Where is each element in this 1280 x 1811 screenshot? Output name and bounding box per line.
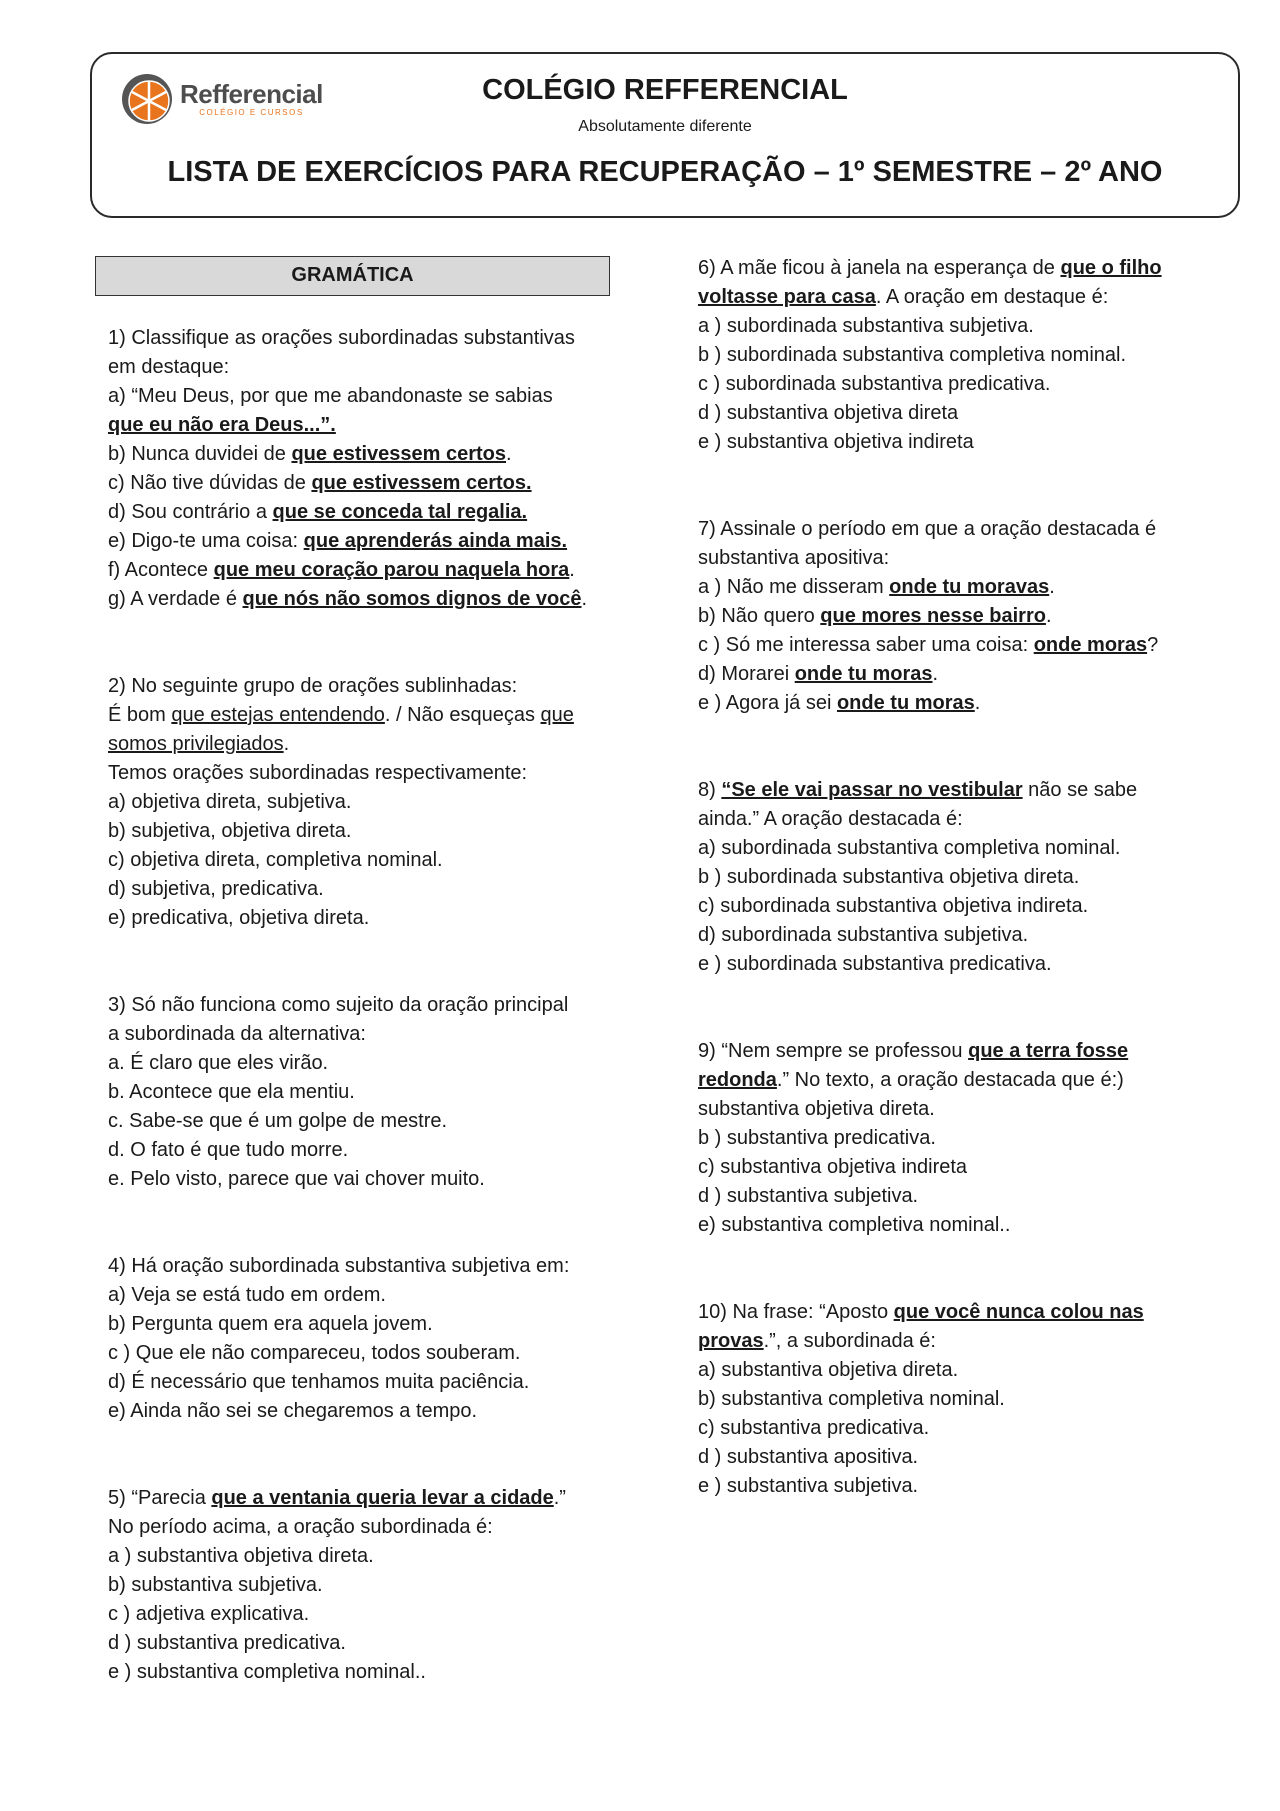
question-stem: Temos orações subordinadas respectivamente: [108, 762, 528, 784]
question-stem: 8) “Se ele vai passar no vestibular não se sabe [698, 779, 1138, 801]
header-box [90, 52, 1240, 218]
question-stem: 6) A mãe ficou à janela na esperança de que o filho [698, 257, 1162, 279]
option-a: a ) subordinada substantiva subjetiva. [698, 315, 1034, 337]
option-d: d ) substantiva objetiva direta [698, 402, 959, 424]
option-c: c) objetiva direta, completiva nominal. [108, 849, 443, 871]
question-4 [108, 1252, 613, 1426]
question-7 [698, 515, 1208, 718]
question-stem: redonda.” No texto, a oração destacada que é:) [698, 1069, 1124, 1091]
option-a: substantiva objetiva direta. [698, 1098, 935, 1120]
option-a: a ) Não me disseram onde tu moravas. [698, 576, 1055, 598]
question-5 [108, 1484, 613, 1687]
option-d: d ) substantiva subjetiva. [698, 1185, 919, 1207]
option-c: c ) Só me interessa saber uma coisa: onde moras? [698, 634, 1159, 656]
option-e: e) substantiva completiva nominal.. [698, 1214, 1011, 1236]
option-e: e) Digo-te uma coisa: que aprenderás ainda mais. [108, 530, 568, 552]
option-a: a) subordinada substantiva completiva nominal. [698, 837, 1121, 859]
question-stem: No período acima, a oração subordinada é: [108, 1516, 493, 1538]
option-d: d) Sou contrário a que se conceda tal regalia. [108, 501, 528, 523]
option-d: d) É necessário que tenhamos muita paciência. [108, 1371, 530, 1393]
option-c: c) substantiva objetiva indireta [698, 1156, 968, 1178]
option-g: g) A verdade é que nós não somos dignos de você. [108, 588, 588, 610]
option-d: d) Morarei onde tu moras. [698, 663, 939, 685]
option-c: c) Não tive dúvidas de que estivessem certos. [108, 472, 532, 494]
right-column [698, 254, 1208, 1559]
option-b: b ) substantiva predicativa. [698, 1127, 936, 1149]
option-b: b) Nunca duvidei de que estivessem certos. [108, 443, 512, 465]
option-e: e ) substantiva objetiva indireta [698, 431, 974, 453]
question-stem: 1) Classifique as orações subordinadas substantivas [108, 327, 575, 349]
question-stem: ainda.” A oração destacada é: [698, 808, 963, 830]
option-e: e ) subordinada substantiva predicativa. [698, 953, 1052, 975]
option-c: c. Sabe-se que é um golpe de mestre. [108, 1110, 448, 1132]
option-b: b) Pergunta quem era aquela jovem. [108, 1313, 433, 1335]
question-1 [108, 324, 613, 614]
question-stem: voltasse para casa. A oração em destaque é: [698, 286, 1109, 308]
question-stem: em destaque: [108, 356, 230, 378]
question-stem: É bom que estejas entendendo. / Não esqueças que [108, 704, 574, 726]
option-f: f) Acontece que meu coração parou naquela hora. [108, 559, 575, 581]
question-stem: substantiva apositiva: [698, 547, 890, 569]
question-stem: provas.”, a subordinada é: [698, 1330, 936, 1352]
logo-subtitle: COLÉGIO E CURSOS [199, 108, 304, 117]
question-stem: 10) Na frase: “Aposto que você nunca colou nas [698, 1301, 1144, 1323]
question-9 [698, 1037, 1208, 1240]
question-6 [698, 254, 1208, 457]
question-stem: a subordinada da alternativa: [108, 1023, 366, 1045]
option-d: d. O fato é que tudo morre. [108, 1139, 349, 1161]
option-b: b) subjetiva, objetiva direta. [108, 820, 352, 842]
option-d: d) subordinada substantiva subjetiva. [698, 924, 1029, 946]
option-a: a) “Meu Deus, por que me abandonaste se sabias [108, 385, 553, 407]
option-b: b ) subordinada substantiva completiva nominal. [698, 344, 1127, 366]
slogan: Absolutamente diferente [578, 118, 752, 135]
question-3 [108, 991, 613, 1194]
page-title: LISTA DE EXERCÍCIOS PARA RECUPERAÇÃO – 1º SEMESTRE – 2º ANO [167, 156, 1163, 188]
option-e: e) Ainda não sei se chegaremos a tempo. [108, 1400, 478, 1422]
option-a-highlight: que eu não era Deus...”. [108, 414, 336, 436]
option-b: b. Acontece que ela mentiu. [108, 1081, 355, 1103]
question-8 [698, 776, 1208, 979]
option-b: b ) subordinada substantiva objetiva direta. [698, 866, 1080, 888]
question-stem: 9) “Nem sempre se professou que a terra fosse [698, 1040, 1129, 1062]
question-stem: 3) Só não funciona como sujeito da oração principal [108, 994, 569, 1016]
option-a: a ) substantiva objetiva direta. [108, 1545, 374, 1567]
option-b: b) substantiva completiva nominal. [698, 1388, 1005, 1410]
option-e: e ) substantiva completiva nominal.. [108, 1661, 426, 1683]
question-stem: 7) Assinale o período em que a oração destacada é [698, 518, 1157, 540]
option-c: c) subordinada substantiva objetiva indireta. [698, 895, 1089, 917]
option-c: c ) adjetiva explicativa. [108, 1603, 310, 1625]
option-b: b) substantiva subjetiva. [108, 1574, 323, 1596]
question-stem: 2) No seguinte grupo de orações sublinhadas: [108, 675, 518, 697]
option-a: a) objetiva direta, subjetiva. [108, 791, 352, 813]
option-d: d ) substantiva predicativa. [108, 1632, 346, 1654]
option-a: a) Veja se está tudo em ordem. [108, 1284, 386, 1306]
option-e: e ) substantiva subjetiva. [698, 1475, 919, 1497]
option-e: e. Pelo visto, parece que vai chover muito. [108, 1168, 485, 1190]
question-stem: 4) Há oração subordinada substantiva subjetiva em: [108, 1255, 570, 1277]
option-d: d) subjetiva, predicativa. [108, 878, 324, 900]
option-c: c ) subordinada substantiva predicativa. [698, 373, 1051, 395]
option-a: a) substantiva objetiva direta. [698, 1359, 959, 1381]
logo-name: Refferencial [180, 79, 323, 109]
question-stem: 5) “Parecia que a ventania queria levar a cidade.” [108, 1487, 566, 1509]
option-c: c ) Que ele não compareceu, todos souberam. [108, 1342, 521, 1364]
option-a: a. É claro que eles virão. [108, 1052, 329, 1074]
question-2 [108, 672, 613, 933]
option-c: c) substantiva predicativa. [698, 1417, 930, 1439]
option-d: d ) substantiva apositiva. [698, 1446, 919, 1468]
option-b: b) Não quero que mores nesse bairro. [698, 605, 1052, 627]
question-stem: somos privilegiados. [108, 733, 290, 755]
left-column [108, 324, 613, 1745]
question-10 [698, 1298, 1208, 1501]
option-e: e ) Agora já sei onde tu moras. [698, 692, 981, 714]
school-name: COLÉGIO REFFERENCIAL [482, 74, 848, 106]
section-title: GRAMÁTICA [95, 256, 610, 296]
option-e: e) predicativa, objetiva direta. [108, 907, 370, 929]
